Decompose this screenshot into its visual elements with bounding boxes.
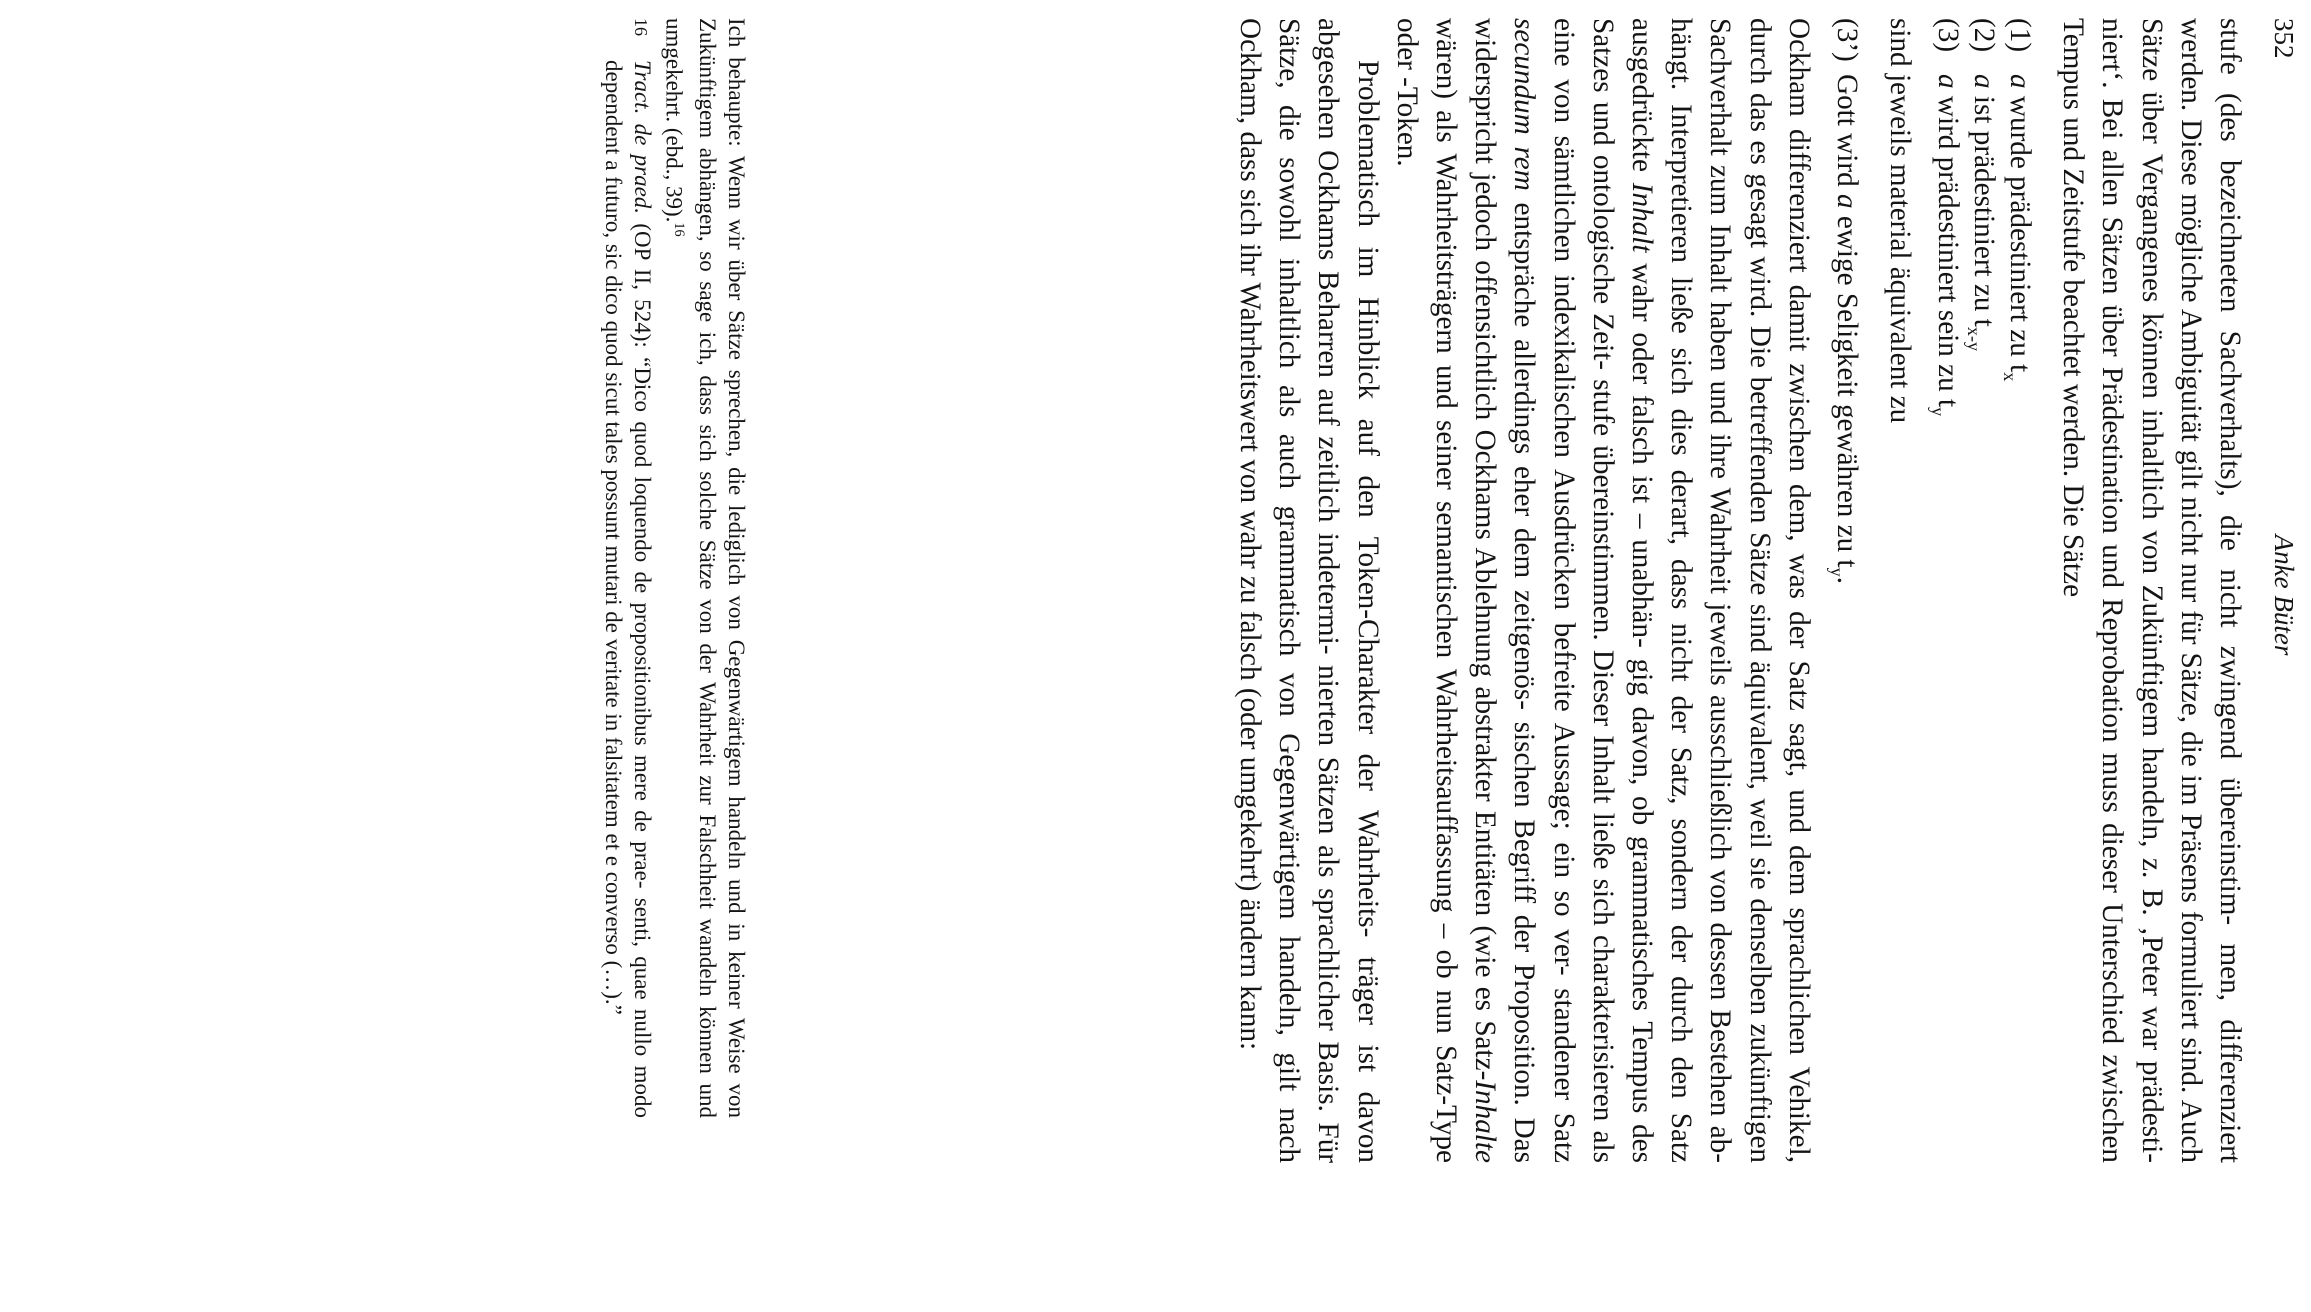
text-line: der durch den Satz ausgedrückte Inhalt wahr oder falsch ist – unabhän- (1625, 18, 1698, 1164)
text-line: hängt. Interpretieren ließe sich dies derart, dass nicht der Satz, sondern (1665, 18, 1698, 911)
time-index: x (2000, 372, 2021, 382)
example-number: (2) (1967, 18, 2000, 53)
variable-a: a (1967, 74, 2000, 89)
footnote-text: Tract. de praed. (OP II, 524): “Dico quod loquendo de propositionibus mere de prae- senti, quae nullo modo dependent a futuro, sic dico quod sicut tales possunt mutari de veritate in falsitatem et e converso (…).” (601, 60, 656, 1119)
quote-line: Ich behaupte: Wenn wir über Sätze sprechen, die lediglich von Gegenwärtigem handeln (724, 18, 749, 870)
footnote-reference: 16 (671, 222, 687, 237)
variable-a: a (2003, 74, 2036, 89)
text-line: träger ist davon abgesehen Ockhams Beharren auf zeitlich indetermi- (1312, 18, 1384, 1164)
time-index: y (1826, 567, 1847, 577)
text-line: als auch grammatisch von Gegenwärtigem handeln, gilt nach Ockham, (1233, 18, 1306, 1163)
example-item-1 (2000, 18, 2039, 1163)
main-text (1230, 18, 2249, 1163)
example-text: a ist prädestiniert zu $t_{x-y}$ (1964, 74, 2000, 352)
paragraph-3 (1230, 18, 1387, 1163)
footnote-number: 16 (631, 18, 652, 36)
footnote-source-title: Tract. de praed. (630, 60, 656, 215)
page-number: 352 (2269, 18, 2299, 59)
example-prime (1826, 18, 1866, 1163)
text-line: nierten Sätzen als sprachlicher Basis. Für Sätze, die sowohl inhaltlich (1273, 18, 1345, 1164)
footnote-16 (599, 18, 657, 1118)
variable-a: a (1830, 194, 1863, 209)
emphasis-secundum-rem: secundum rem (1508, 18, 1541, 191)
example-list (1928, 18, 2039, 1163)
equivalence-line: sind jeweils material äquivalent zu (1883, 18, 1916, 424)
example-text: a wurde prädestiniert zu $t_x$ (2000, 74, 2036, 382)
text-line: standener Satz secundum rem entspräche allerdings eher dem zeitgenös- (1508, 18, 1580, 1164)
text-line: Ockhams Ablehnung abstrakter Entitäten (wie es Satz-Inhalte wären) (1429, 18, 1502, 1163)
emphasis-inhalte: Inhalte (1469, 1080, 1502, 1163)
example-item-3-prime (1826, 18, 1866, 1163)
text-line: für Sätze, die im Präsens formuliert sind. Auch Sätze über Vergangenes (2135, 18, 2207, 1164)
text-line: men, differenziert werden. Diese mögliche Ambiguität gilt nicht nur (2174, 18, 2246, 1164)
text-line: von sämtlichen indexikalischen Ausdrücken befreite Aussage; ein so ver- (1547, 79, 1580, 976)
example-number: (3’) (1830, 18, 1863, 62)
quote-line: der Wahrheit zur Falschheit wandeln können und umgekehrt. (ebd., 39). (661, 18, 720, 1118)
text-line: dass sich ihr Wahrheitswert von wahr zu falsch (oder umgekehrt) ändern (1233, 131, 1266, 978)
text-line: Unterschied zwischen Tempus und Zeitstufe beachtet werden. Die Sätze (2057, 18, 2129, 1164)
text-line: als Wahrheitsträgern und seiner semantischen Wahrheitsauffassung – ob (1429, 110, 1462, 979)
paragraph-2 (1387, 18, 1818, 1163)
example-item-2 (1964, 18, 2003, 1163)
text-line: stufe (des bezeichneten Sachverhalts), die nicht zwingend übereinstim- (2214, 18, 2246, 926)
example-number: (3) (1931, 18, 1964, 53)
text-line: können inhaltlich von Zukünftigem handeln, z. B. ‚Peter war prädesti- (2135, 312, 2168, 1163)
emphasis-inhalt: Inhalt (1625, 182, 1658, 253)
example-item-3 (1928, 18, 1967, 1163)
block-quote (659, 18, 751, 1118)
text-line: Problematisch im Hinblick auf den Token-Charakter der Wahrheits- (1351, 60, 1384, 938)
quote-line: und in keiner Weise von Zukünftigem abhängen, so sage ich, dass sich solche Sätze von (695, 18, 749, 1118)
variable-a: a (1931, 74, 1964, 89)
text-line: stufe übereinstimmen. Dieser Inhalt ließe sich charakterisieren als eine (1547, 18, 1619, 1164)
running-head-author: Anke Büter (2269, 534, 2299, 656)
footnote-line: de veritate in falsitatem et e converso (…).” (601, 611, 627, 1015)
text-line: Ockham differenziert damit zwischen dem, was der Satz sagt, und dem (1782, 18, 1815, 896)
footnote-area (599, 18, 751, 1118)
text-line: sprachlichen Vehikel, durch das es gesagt wird. Die betreffenden Sätze (1743, 18, 1815, 1163)
text-line: kann: (1233, 985, 1266, 1051)
paragraph-1 (2053, 18, 2249, 1163)
example-text: a wird prädestiniert sein zu $t_y$ (1928, 74, 1964, 417)
text-line: haben und ihre Wahrheit jeweils ausschließlich von dessen Bestehen ab- (1704, 301, 1737, 1163)
text-line: sischen Begriff der Proposition. Das widerspricht jedoch offensichtlich (1469, 18, 1541, 1163)
text-line: nun Satz-Type oder -Token. (1390, 18, 1462, 1163)
time-index: x-y (1964, 326, 1985, 352)
page-header (2259, 18, 2299, 1172)
text-line: gig davon, ob grammatisches Tempus des Satzes und ontologische Zeit- (1586, 18, 1658, 1163)
footnote-line: senti, quae nullo modo dependent a futuro, sic dico quod sicut tales possunt mutari (601, 60, 656, 1119)
example-text: Gott wird a ewige Seligkeit gewähren zu $t_y$. (1826, 74, 1863, 584)
example-number: (1) (2003, 18, 2036, 53)
text-line: niert‘. Bei allen Sätzen über Prädestination und Reprobation muss dieser (2096, 18, 2129, 893)
time-index: y (1928, 407, 1949, 417)
text-line: sind äquivalent, weil sie denselben zukünftigen Sachverhalt zum Inhalt (1704, 18, 1776, 1164)
